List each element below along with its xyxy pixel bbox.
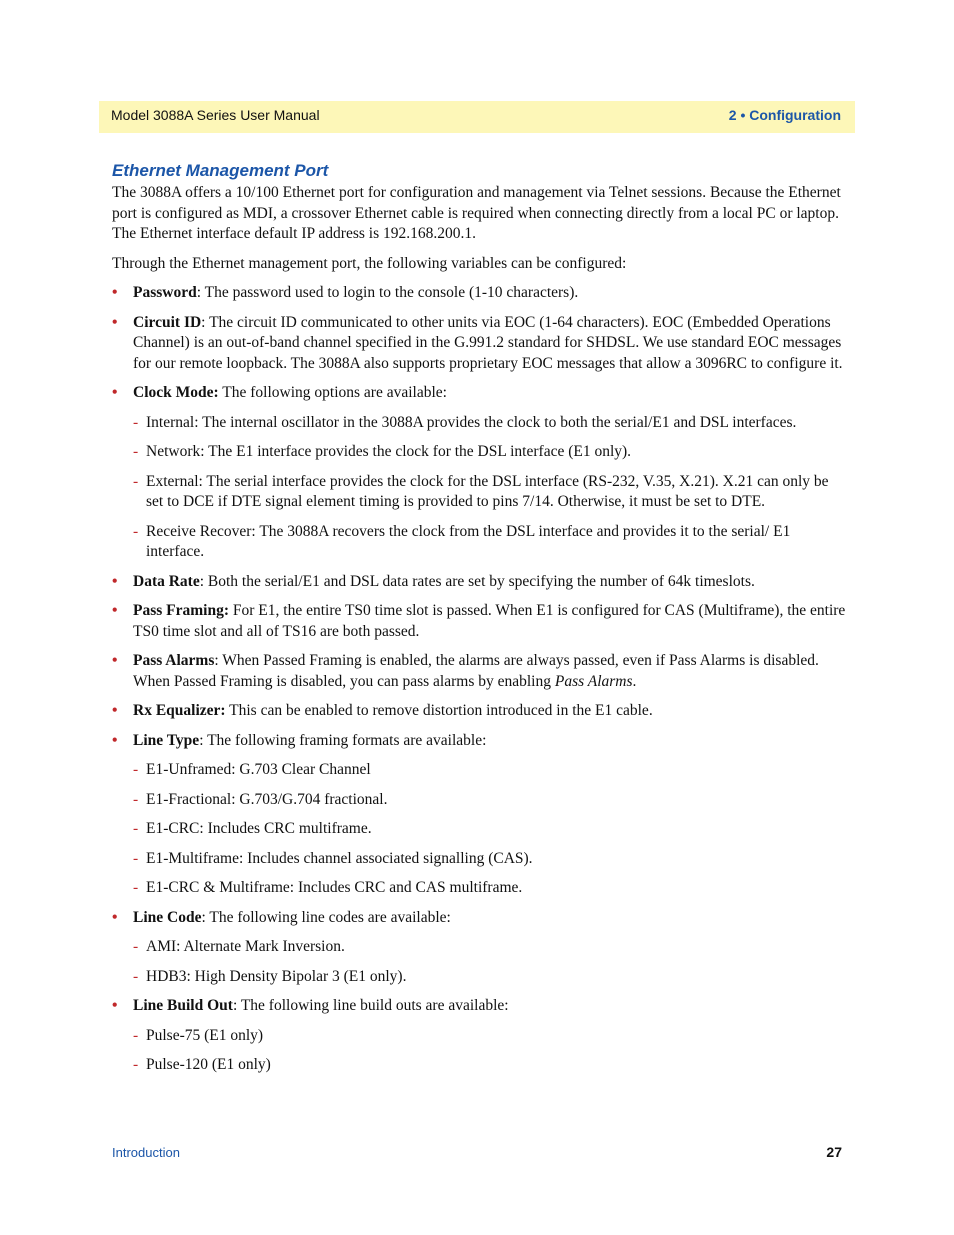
sub-item (133, 937, 847, 958)
section-heading: Ethernet Management Port (112, 161, 329, 180)
term: Pass Framing: (133, 602, 230, 619)
sub-item-text: HDB3: High Density Bipolar 3 (E1 only). (146, 967, 407, 985)
line-code-options (133, 937, 847, 987)
sub-item (133, 878, 847, 899)
sub-item (133, 522, 847, 563)
dash-marker: - (133, 443, 139, 460)
term: Circuit ID (133, 313, 202, 331)
term: Clock Mode: (133, 384, 219, 401)
bullet-marker: • (112, 284, 118, 301)
list-item-rx-equalizer (112, 701, 847, 722)
lead-paragraph: Through the Ethernet management port, the following variables can be configured: (112, 254, 627, 272)
description: : Both the serial/E1 and DSL data rates are set by specifying the number of 64k timeslots. (199, 572, 755, 590)
dash-marker: - (133, 413, 139, 431)
sub-item (133, 442, 847, 463)
list-item-circuit-id (112, 313, 847, 375)
bullet-marker: • (112, 313, 118, 331)
sub-item (133, 967, 847, 988)
description: : The password used to login to the console (1-10 characters). (196, 284, 579, 301)
sub-item (133, 1026, 847, 1047)
list-item-line-code (112, 908, 847, 988)
line-build-out-options (133, 1026, 847, 1076)
dash-marker: - (133, 879, 139, 896)
sub-item (133, 472, 847, 513)
list-item-pass-framing (112, 601, 847, 642)
dash-marker: - (133, 472, 139, 490)
list-item-data-rate (112, 572, 847, 593)
description: The following options are available: (218, 384, 447, 401)
list-item-password (112, 283, 847, 304)
term: Line Build Out (133, 997, 233, 1014)
description: This can be enabled to remove distortion introduced in the E1 cable. (225, 702, 653, 719)
sub-item (133, 413, 847, 434)
description-tail: . (632, 672, 637, 690)
sub-item-text: E1-Multiframe: Includes channel associated signalling (CAS). (146, 849, 533, 867)
term: Line Type (133, 731, 200, 749)
sub-item (133, 760, 847, 781)
description: : The following line build outs are available: (232, 997, 509, 1014)
bullet-marker: • (112, 602, 118, 619)
dash-marker: - (133, 820, 139, 837)
sub-item-text: E1-CRC: Includes CRC multiframe. (146, 820, 372, 837)
term: Line Code (133, 908, 202, 926)
emphasis: Pass Alarms (554, 672, 633, 690)
sub-item-text: Pulse-120 (E1 only) (146, 1056, 271, 1073)
manual-title: Model 3088A Series User Manual (111, 107, 320, 123)
sub-item (133, 1055, 847, 1076)
sub-item-text: AMI: Alternate Mark Inversion. (146, 938, 345, 955)
term: Password (133, 284, 197, 301)
list-item-clock-mode (112, 383, 847, 563)
sub-item-text: E1-Fractional: G.703/G.704 fractional. (146, 790, 388, 808)
bullet-marker: • (112, 572, 118, 590)
dash-marker: - (133, 1056, 139, 1073)
sub-item-text: E1-CRC & Multiframe: Includes CRC and CAS multiframe. (146, 879, 523, 896)
description: : The circuit ID communicated to other units via EOC (1-64 characters). EOC (Embedded Operations Channel) is an out-of-band channel specified in the G.991.2 standard for SHDSL. We use standard EOC messages for our remote loopback. The 3088A also supports proprietary EOC messages that allow a 3096RC to configure it. (133, 313, 843, 372)
sub-item (133, 819, 847, 840)
chapter-title: 2 • Configuration (728, 107, 841, 123)
bullet-marker: • (112, 652, 118, 669)
section-body (112, 183, 847, 1085)
dash-marker: - (133, 761, 139, 778)
description: : The following line codes are available: (201, 908, 451, 926)
bullet-marker: • (112, 702, 118, 719)
bullet-marker: • (112, 997, 118, 1014)
description: : When Passed Framing is enabled, the alarms are always passed, even if Pass Alarms is disabled. When Passed Framing is disabled, you can pass alarms by enabling (133, 652, 819, 690)
sub-item-text: E1-Unframed: G.703 Clear Channel (146, 761, 371, 778)
bullet-marker: • (112, 731, 118, 749)
variable-list (112, 283, 847, 1076)
term: Pass Alarms (133, 652, 215, 669)
dash-marker: - (133, 938, 139, 955)
dash-marker: - (133, 522, 139, 540)
term: Rx Equalizer: (133, 702, 226, 719)
intro-paragraph: The 3088A offers a 10/100 Ethernet port for configuration and management via Telnet sessions. Because the Ethernet port is configured as MDI, a crossover Ethernet cable is required when connecting directly from a local PC or laptop. The Ethernet interface default IP address is 192.168.200.1. (112, 184, 841, 242)
sub-item-text: External: The serial interface provides the clock for the DSL interface (RS-232, V.35, X.21). X.21 can only be set to DCE if DTE signal element timing is provided to pins 7/14. Otherwise, it must be set to DTE. (146, 472, 829, 510)
line-type-options (133, 760, 847, 899)
term: Data Rate (133, 572, 200, 590)
running-header (99, 101, 855, 133)
bullet-marker: • (112, 384, 118, 401)
sub-item-text: Receive Recover: The 3088A recovers the clock from the DSL interface and provides it to the serial/ E1 interface. (146, 522, 791, 560)
list-item-pass-alarms (112, 651, 847, 692)
clock-mode-options (133, 413, 847, 563)
description: : The following framing formats are available: (199, 731, 487, 749)
sub-item (133, 790, 847, 811)
dash-marker: - (133, 967, 139, 985)
list-item-line-type (112, 731, 847, 899)
sub-item-text: Network: The E1 interface provides the clock for the DSL interface (E1 only). (146, 443, 632, 460)
footer-section-link[interactable]: Introduction (112, 1145, 180, 1160)
description: For E1, the entire TS0 time slot is passed. When E1 is configured for CAS (Multiframe), the entire TS0 time slot and all of TS16 are both passed. (133, 602, 846, 640)
dash-marker: - (133, 849, 139, 867)
bullet-marker: • (112, 908, 118, 926)
list-item-line-build-out (112, 996, 847, 1076)
dash-marker: - (133, 1026, 139, 1044)
sub-item-text: Internal: The internal oscillator in the 3088A provides the clock to both the serial/E1 and DSL interfaces. (146, 413, 797, 431)
page-number: 27 (826, 1144, 842, 1160)
sub-item (133, 849, 847, 870)
dash-marker: - (133, 790, 139, 808)
sub-item-text: Pulse-75 (E1 only) (146, 1026, 264, 1044)
